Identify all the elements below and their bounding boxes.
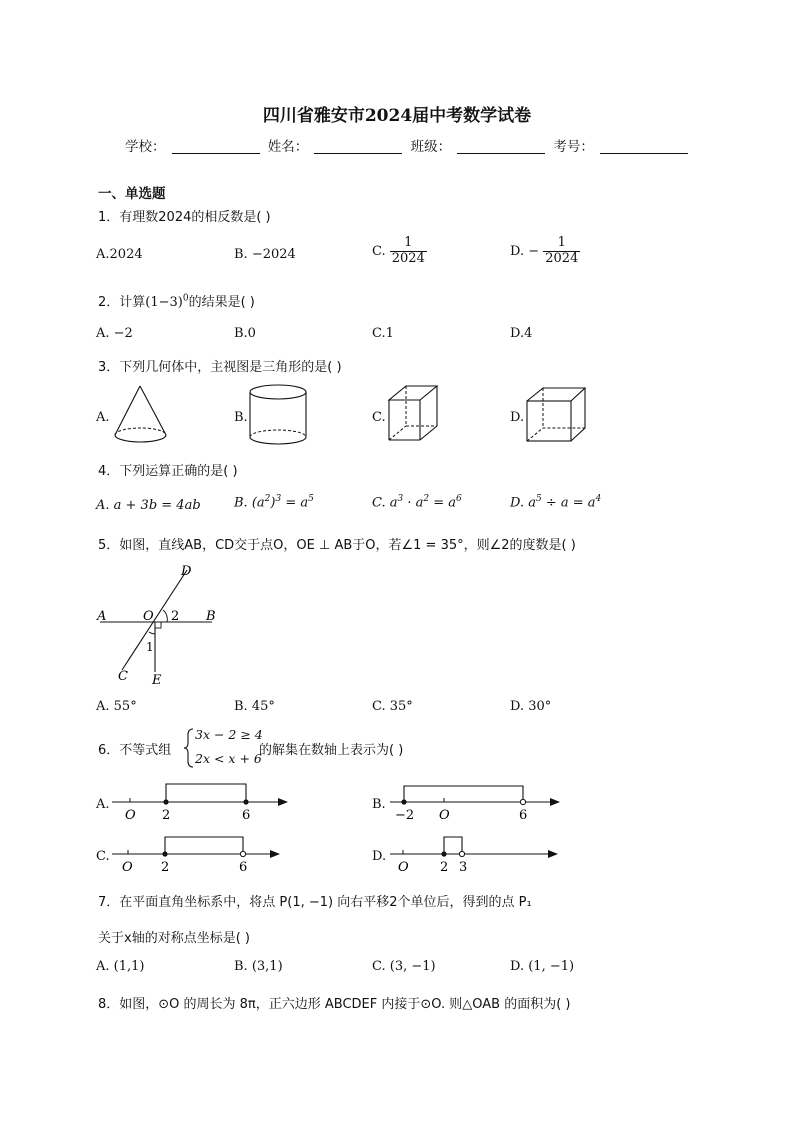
axis-c-tick-2: 2 [161,860,170,874]
q4-d-exp2: 4 [595,494,602,504]
axis-a-tick-2: 2 [162,808,171,822]
q4-c-exp3: 6 [456,494,462,504]
class-label: 班级： [410,139,452,155]
q7-stem-line2: 关于x轴的对称点坐标是( ) [98,931,250,946]
class-blank[interactable] [457,139,545,154]
number-label: 考号： [553,139,594,155]
triangular-prism-icon [386,382,446,446]
q4-b-part2: ) [270,495,276,511]
q7-option-c[interactable]: C. (3, −1) [372,959,436,974]
label-a: A [97,609,107,624]
q5-geometry-figure [94,560,229,688]
section-heading: 一、单选题 [98,186,166,202]
q4-b-exp1: 2 [264,494,271,504]
q2-option-b[interactable]: B.0 [234,326,256,341]
q1-option-a[interactable]: A.2024 [96,247,143,262]
q4-d-part1: D. a [510,495,536,511]
cone-icon [110,383,172,447]
q6-number-line-a [110,778,290,822]
q8-stem: 8．如图，⊙O 的周长为 8π，正六边形 ABCDEF 内接于⊙O. 则△OAB 的面积为( ) [98,997,571,1012]
axis-a-origin: O [125,808,136,822]
q4-d-part2: ÷ a = a [541,495,596,511]
q6-inequality-2: 2x < x + 6 [195,751,262,766]
label-d: D [181,564,192,579]
q5-option-c[interactable]: C. 35° [372,699,413,714]
q1-d-fraction [543,236,580,267]
angle2-arc [163,610,167,622]
q1-d-prefix: D. − [510,243,540,259]
q4-option-c[interactable] [372,494,462,510]
q4-b-exp3: 5 [308,494,314,504]
brace-icon [183,727,195,769]
angle1-arc [149,632,155,634]
cube-icon [524,385,590,445]
axis-b-tick-6: 6 [519,808,528,822]
q4-d-exp1: 5 [535,494,542,504]
q2-option-c[interactable]: C.1 [372,326,394,341]
q1-c-numerator: 1 [390,236,427,252]
axis-b-tick-neg2: −2 [395,808,415,822]
name-label: 姓名： [267,139,309,155]
q1-c-prefix: C. [372,243,386,259]
q7-option-d[interactable]: D. (1, −1) [510,959,575,974]
axis-c-origin: O [122,860,133,874]
q2-option-d[interactable]: D.4 [510,326,533,341]
q4-c-exp1: 3 [397,494,404,504]
axis-d-origin: O [398,860,409,874]
q4-c-exp2: 2 [423,494,430,504]
q5-option-b[interactable]: B. 45° [234,699,275,714]
q3-stem: 3．下列几何体中，主视图是三角形的是( ) [98,360,342,375]
q6-stem-a: 6．不等式组 [98,743,172,758]
q4-c-part1: C. a [372,495,398,511]
label-o: O [143,609,154,624]
q7-stem-line1: 7．在平面直角坐标系中，将点 P(1, −1) 向右平移2个单位后，得到的点 P₁ [98,895,532,910]
q1-d-denominator: 2024 [545,250,579,266]
q1-option-d[interactable] [510,236,580,267]
school-label: 学校： [125,139,166,155]
axis-a-tick-6: 6 [242,808,251,822]
q1-c-fraction [390,236,427,267]
q5-option-a[interactable]: A. 55° [96,699,137,714]
cylinder-icon [247,383,311,447]
q2-expression: (1−3) [145,295,183,310]
axis-d-tick-2: 2 [440,860,449,874]
q4-option-d[interactable] [510,494,601,510]
q1-c-denominator: 2024 [391,250,425,266]
label-e: E [152,673,162,688]
q2-stem [98,291,255,310]
q1-option-c[interactable] [372,236,427,267]
q6-stem-b: 的解集在数轴上表示为( ) [259,743,404,758]
q6-option-d-label[interactable]: D. [372,849,387,864]
q1-stem: 1．有理数2024的相反数是( ) [98,210,271,225]
q5-stem: 5．如图，直线AB，CD交于点O，OE ⊥ AB于O，若∠1 = 35°，则∠2的度数是( ) [98,538,576,553]
q4-stem: 4．下列运算正确的是( ) [98,464,238,479]
q7-option-a[interactable]: A. (1,1) [96,959,145,974]
q6-option-a-label[interactable]: A. [96,797,110,812]
q6-inequality-1: 3x − 2 ≥ 4 [195,727,263,742]
q5-option-d[interactable]: D. 30° [510,699,552,714]
q6-number-line-b [388,778,568,822]
q3-option-a-label[interactable]: A. [96,410,110,425]
label-c: C [118,669,128,684]
q4-option-a[interactable]: A. a + 3b = 4ab [96,498,201,513]
axis-d-tick-3: 3 [459,860,468,874]
q4-option-b[interactable] [234,494,314,510]
q6-number-line-c [110,830,290,874]
q7-option-b[interactable]: B. (3,1) [234,959,283,974]
q2-stem-text-b: 的结果是( ) [188,295,255,310]
right-angle-mark [155,622,161,628]
student-info-row [125,135,692,155]
q2-option-a[interactable]: A. −2 [96,326,133,341]
label-angle1: 1 [146,640,154,654]
school-blank[interactable] [172,139,260,154]
page-title: 四川省雅安市2024届中考数学试卷 [262,106,532,126]
q4-b-exp2: 3 [275,494,282,504]
q6-number-line-d [388,830,568,874]
q6-option-c-label[interactable]: C. [96,849,110,864]
q3-option-c-label[interactable]: C. [372,410,386,425]
q3-option-b-label[interactable]: B. [234,410,248,425]
label-angle2: 2 [171,609,180,624]
q4-c-part3: = a [429,495,457,511]
label-b: B [206,609,216,624]
q2-exponent: 0 [182,293,189,304]
axis-c-tick-6: 6 [239,860,248,874]
q2-stem-text-a: 2．计算 [98,295,146,310]
q1-option-b[interactable]: B. −2024 [234,247,296,262]
q3-option-d-label[interactable]: D. [510,410,525,425]
name-blank[interactable] [314,139,402,154]
axis-b-origin: O [439,808,450,822]
q4-c-part2: · a [403,495,424,511]
q1-d-numerator: 1 [543,236,580,252]
number-blank[interactable] [600,139,688,154]
q4-b-part1: B. (a [234,495,265,511]
q6-option-b-label[interactable]: B. [372,797,386,812]
q4-b-part3: = a [281,495,309,511]
